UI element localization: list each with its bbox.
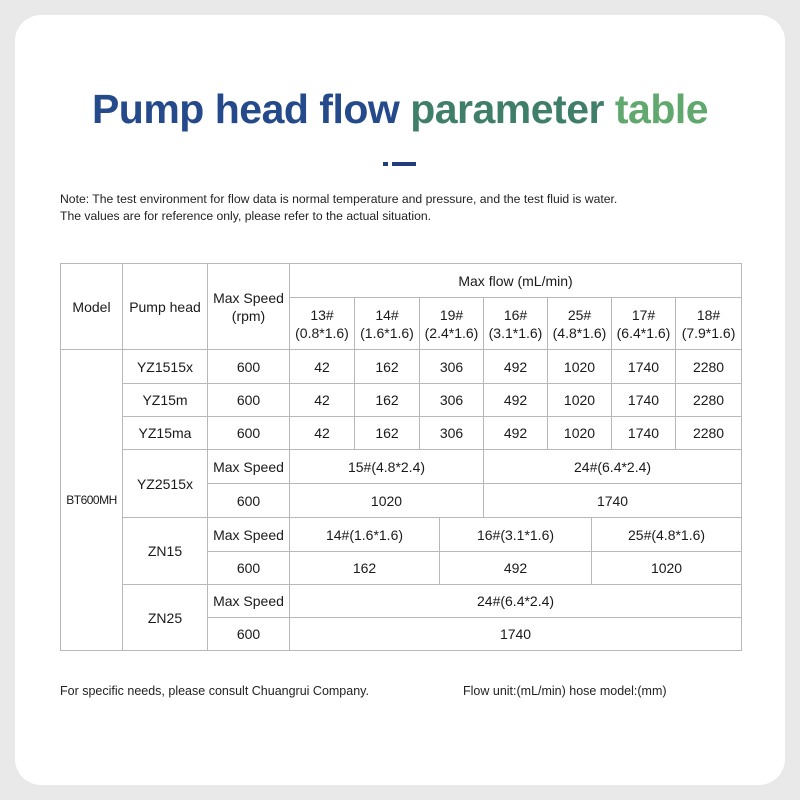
flow-cell: 42 <box>290 350 355 384</box>
table-row <box>61 450 742 484</box>
pump-head-cell: ZN15 <box>123 518 208 585</box>
flow-cell: 2280 <box>676 350 742 384</box>
table-row <box>61 518 742 552</box>
footer-consult-note: For specific needs, please consult Chuangrui Company. <box>60 684 369 698</box>
flow-cell: 2280 <box>676 417 742 450</box>
test-conditions-note <box>60 191 760 225</box>
header-max-flow: Max flow (mL/min) <box>290 264 742 298</box>
table-row <box>61 350 742 384</box>
flow-cell: 162 <box>290 552 440 584</box>
flow-cell: 1020 <box>548 350 612 384</box>
flow-cell: 1020 <box>290 484 484 518</box>
flow-cell: 1740 <box>484 484 742 518</box>
header-hose: 16# (3.1*1.6) <box>484 298 548 350</box>
underline-bar <box>392 162 416 166</box>
speed-cell: 600 <box>208 484 290 518</box>
pump-head-cell: YZ1515x <box>123 350 208 384</box>
header-hose: 25# (4.8*1.6) <box>548 298 612 350</box>
pump-head-cell: YZ15ma <box>123 417 208 450</box>
header-hose: 13# (0.8*1.6) <box>290 298 355 350</box>
speed-label-cell: Max Speed <box>208 585 290 618</box>
flow-cell: 1740 <box>290 618 742 651</box>
speed-cell: 600 <box>208 618 290 651</box>
flow-cell: 162 <box>355 384 420 417</box>
hose-cell: 25#(4.8*1.6) <box>628 526 706 543</box>
underline-dot <box>383 162 388 166</box>
flow-cell: 492 <box>440 552 592 584</box>
flow-cell: 42 <box>290 384 355 417</box>
header-hose: 17# (6.4*1.6) <box>612 298 676 350</box>
flow-parameter-table <box>60 263 742 651</box>
hose-cell: 14#(1.6*1.6) <box>290 518 440 551</box>
flow-cell: 162 <box>355 417 420 450</box>
table-row <box>61 417 742 450</box>
speed-label-cell: Max Speed <box>208 450 290 484</box>
header-max-speed: Max Speed (rpm) <box>208 264 290 350</box>
speed-label-cell: Max Speed <box>208 518 290 552</box>
hose-cell: 15#(4.8*2.4) <box>290 450 484 484</box>
note-line-1: Note: The test environment for flow data is normal temperature and pressure, and the test fluid is water. <box>60 192 618 206</box>
speed-cell: 600 <box>208 350 290 384</box>
model-cell: BT600MH <box>61 350 123 651</box>
header-model: Model <box>61 264 123 350</box>
flow-cell: 492 <box>484 350 548 384</box>
page-title: Pump head flow parameter table <box>91 86 709 132</box>
flow-cell: 306 <box>420 350 484 384</box>
flow-cell: 1740 <box>612 350 676 384</box>
flow-cell: 2280 <box>676 384 742 417</box>
header-hose: 18# (7.9*1.6) <box>676 298 742 350</box>
flow-cell: 162 <box>355 350 420 384</box>
header-hose: 14# (1.6*1.6) <box>355 298 420 350</box>
pump-head-cell: YZ2515x <box>123 450 208 518</box>
flow-cell: 1740 <box>612 417 676 450</box>
pump-head-cell: YZ15m <box>123 384 208 417</box>
hose-cell: 24#(6.4*2.4) <box>484 450 742 484</box>
footer-units-note: Flow unit:(mL/min) hose model:(mm) <box>463 684 667 698</box>
speed-cell: 600 <box>208 384 290 417</box>
header-row-1 <box>61 264 742 298</box>
header-pump-head: Pump head <box>123 264 208 350</box>
pump-head-cell: ZN25 <box>123 585 208 651</box>
flow-cell: 306 <box>420 384 484 417</box>
flow-cell: 1020 <box>548 417 612 450</box>
note-line-2: The values are for reference only, please refer to the actual situation. <box>60 209 432 223</box>
flow-cell: 492 <box>484 384 548 417</box>
table-row <box>61 384 742 417</box>
flow-cell: 1020 <box>650 560 683 576</box>
flow-cell: 1020 <box>548 384 612 417</box>
flow-cell: 306 <box>420 417 484 450</box>
hose-cell: 16#(3.1*1.6) <box>440 518 592 551</box>
flow-cell: 42 <box>290 417 355 450</box>
hose-cell: 24#(6.4*2.4) <box>290 585 742 618</box>
flow-cell: 1740 <box>612 384 676 417</box>
speed-cell: 600 <box>208 417 290 450</box>
speed-cell: 600 <box>208 552 290 585</box>
header-hose: 19# (2.4*1.6) <box>420 298 484 350</box>
table-row <box>61 585 742 618</box>
flow-cell: 492 <box>484 417 548 450</box>
